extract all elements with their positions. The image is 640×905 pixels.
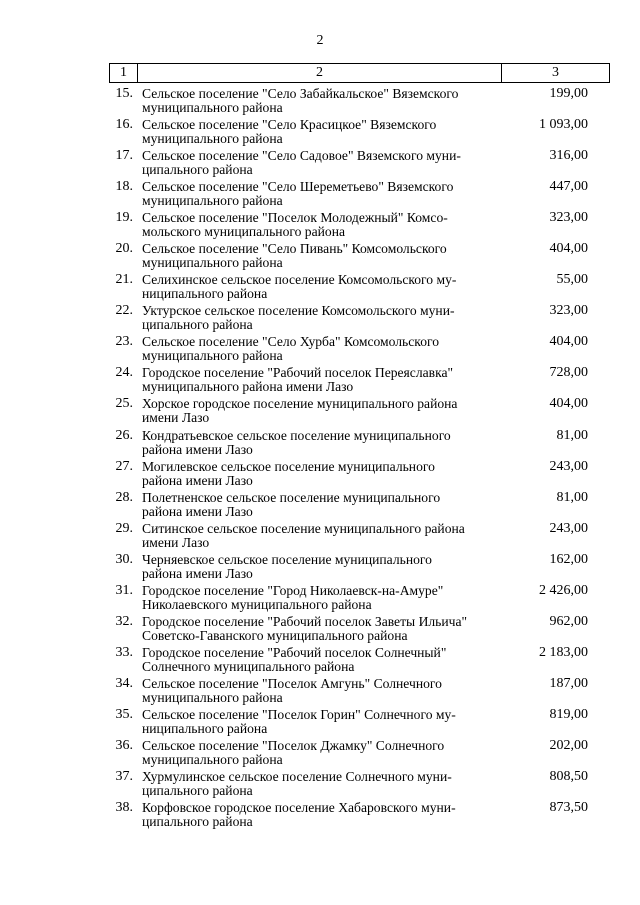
settlement-name-line-2: муниципального района	[142, 348, 283, 364]
settlement-name	[142, 615, 507, 643]
table-row	[109, 553, 610, 584]
table-row	[109, 584, 610, 615]
settlement-name-line-1: Хорское городское поселение муниципального района	[142, 396, 458, 412]
settlement-name-line-1: Городское поселение "Рабочий поселок Заветы Ильича"	[142, 613, 468, 629]
settlement-name-line-1: Корфовское городское поселение Хабаровского муни-	[142, 800, 456, 816]
settlement-name	[142, 335, 507, 363]
amount-value: 81,00	[556, 489, 588, 505]
settlement-name	[142, 522, 507, 550]
table-row	[109, 708, 610, 739]
table-row	[109, 491, 610, 522]
table-row	[109, 366, 610, 397]
settlement-name-line-2: муниципального района	[142, 255, 283, 271]
settlement-name-line-1: Сельское поселение "Село Садовое" Вяземского муни-	[142, 148, 461, 164]
row-number: 24.	[115, 365, 133, 381]
settlement-name	[142, 770, 507, 798]
settlement-name-line-2: муниципального района	[142, 100, 283, 115]
settlement-name-line-1: Сельское поселение "Поселок Амгунь" Солнечного	[142, 675, 442, 691]
settlement-name-line-2: ципального района	[142, 162, 253, 178]
row-number: 26.	[115, 427, 133, 443]
settlement-name-line-1: Уктурское сельское поселение Комсомольского муни-	[142, 303, 455, 319]
table-row	[109, 429, 610, 460]
settlement-name-line-2: Николаевского муниципального района	[142, 596, 372, 612]
settlement-name	[142, 242, 507, 270]
table-row	[109, 118, 610, 149]
row-number: 35.	[115, 706, 133, 722]
settlement-name	[142, 397, 507, 425]
row-number: 31.	[115, 582, 133, 598]
table-row	[109, 677, 610, 708]
amount-value: 962,00	[549, 613, 588, 629]
settlement-name	[142, 180, 507, 208]
header-col-1: 1	[110, 64, 138, 82]
settlement-name	[142, 366, 507, 394]
amount-value: 187,00	[549, 675, 588, 691]
row-number: 16.	[115, 117, 133, 133]
table-row	[109, 770, 610, 801]
row-number: 30.	[115, 551, 133, 567]
amount-value: 2 183,00	[539, 644, 588, 660]
row-number: 18.	[115, 179, 133, 195]
row-number: 17.	[115, 148, 133, 164]
settlement-name-line-2: Солнечного муниципального района	[142, 658, 355, 674]
table-row	[109, 304, 610, 335]
amount-value: 202,00	[549, 737, 588, 753]
amount-value: 243,00	[549, 458, 588, 474]
settlement-name-line-1: Городское поселение "Город Николаевск-на-Амуре"	[142, 582, 444, 598]
table-row	[109, 646, 610, 677]
settlement-name	[142, 584, 507, 612]
page-number: 2	[316, 33, 324, 48]
table-row	[109, 522, 610, 553]
settlement-name	[142, 491, 507, 519]
settlement-name-line-1: Городское поселение "Рабочий поселок Переяславка"	[142, 365, 454, 381]
settlement-name-line-2: ципального района	[142, 317, 253, 333]
settlement-name-line-2: ниципального района	[142, 286, 268, 302]
row-number: 25.	[115, 396, 133, 412]
settlement-name-line-2: муниципального района	[142, 689, 283, 705]
settlement-name	[142, 273, 507, 301]
settlement-name-line-1: Сельское поселение "Село Хурба" Комсомольского	[142, 334, 440, 350]
settlement-name-line-2: имени Лазо	[142, 534, 210, 550]
table-row	[109, 615, 610, 646]
settlement-name-line-1: Городское поселение "Рабочий поселок Солнечный"	[142, 644, 447, 660]
row-number: 29.	[115, 520, 133, 536]
settlement-name	[142, 149, 507, 177]
settlement-name	[142, 460, 507, 488]
settlement-name-line-2: района имени Лазо	[142, 565, 253, 581]
amount-value: 55,00	[556, 272, 588, 288]
settlement-name-line-2: района имени Лазо	[142, 472, 253, 488]
settlement-name-line-2: района имени Лазо	[142, 503, 253, 519]
settlement-name-line-2: муниципального района	[142, 751, 283, 767]
table-row	[109, 180, 610, 211]
amount-value: 873,50	[549, 800, 588, 816]
settlement-name	[142, 429, 507, 457]
row-number: 38.	[115, 800, 133, 816]
header-col-3: 3	[552, 65, 559, 80]
settlement-name-line-1: Сельское поселение "Село Пивань" Комсомольского	[142, 241, 447, 257]
row-number: 28.	[115, 489, 133, 505]
amount-value: 728,00	[549, 365, 588, 381]
settlement-name-line-2: мольского муниципального района	[142, 224, 346, 240]
settlement-name-line-1: Могилевское сельское поселение муниципального	[142, 458, 435, 474]
header-col-2: 2	[138, 64, 502, 82]
settlement-name-line-1: Сельское поселение "Поселок Горин" Солнечного му-	[142, 706, 456, 722]
settlement-name-line-2: ципального района	[142, 814, 253, 830]
settlement-name	[142, 304, 507, 332]
table-row	[109, 211, 610, 242]
amount-value: 808,50	[549, 769, 588, 785]
settlement-name-line-1: Сельское поселение "Село Красицкое" Вяземского	[142, 117, 437, 133]
table-body	[109, 87, 610, 832]
amount-value: 316,00	[549, 148, 588, 164]
settlement-name	[142, 801, 507, 829]
settlement-name-line-1: Сельское поселение "Поселок Джамку" Солнечного	[142, 737, 445, 753]
settlement-name-line-1: Хурмулинское сельское поселение Солнечного муни-	[142, 769, 452, 785]
settlement-name-line-1: Сельское поселение "Поселок Молодежный" Комсо-	[142, 210, 448, 226]
settlement-name	[142, 87, 507, 115]
settlement-name-line-1: Черняевское сельское поселение муниципального	[142, 551, 432, 567]
settlement-name-line-1: Селихинское сельское поселение Комсомольского му-	[142, 272, 457, 288]
row-number: 20.	[115, 241, 133, 257]
table-row	[109, 739, 610, 770]
row-number: 19.	[115, 210, 133, 226]
settlement-name	[142, 708, 507, 736]
settlement-name	[142, 677, 507, 705]
table-row	[109, 149, 610, 180]
table-row	[109, 87, 610, 118]
table-row	[109, 242, 610, 273]
amount-value: 2 426,00	[539, 582, 588, 598]
amount-value: 1 093,00	[539, 117, 588, 133]
amount-value: 81,00	[556, 427, 588, 443]
table-row	[109, 273, 610, 304]
table-row	[109, 801, 610, 832]
row-number: 15.	[115, 86, 133, 101]
row-number: 23.	[115, 334, 133, 350]
table-row	[109, 397, 610, 428]
row-number: 21.	[115, 272, 133, 288]
settlement-name	[142, 211, 507, 239]
amount-value: 404,00	[549, 334, 588, 350]
settlement-name-line-2: Советско-Гаванского муниципального района	[142, 627, 408, 643]
settlement-name-line-2: имени Лазо	[142, 410, 210, 426]
settlement-name-line-2: ципального района	[142, 783, 253, 799]
row-number: 33.	[115, 644, 133, 660]
settlement-name-line-1: Сельское поселение "Село Шереметьево" Вяземского	[142, 179, 454, 195]
settlement-name	[142, 553, 507, 581]
settlement-name-line-1: Сельское поселение "Село Забайкальское" Вяземского	[142, 86, 459, 101]
row-number: 37.	[115, 769, 133, 785]
settlement-name	[142, 739, 507, 767]
amount-value: 199,00	[549, 86, 588, 101]
settlement-name-line-2: муниципального района	[142, 193, 283, 209]
row-number: 32.	[115, 613, 133, 629]
settlement-name-line-1: Ситинское сельское поселение муниципального района	[142, 520, 465, 536]
settlement-name-line-1: Кондратьевское сельское поселение муниципального	[142, 427, 451, 443]
amount-value: 162,00	[549, 551, 588, 567]
table-row	[109, 460, 610, 491]
settlement-name-line-2: района имени Лазо	[142, 441, 253, 457]
settlement-name-line-2: муниципального района имени Лазо	[142, 379, 354, 395]
row-number: 27.	[115, 458, 133, 474]
row-number: 22.	[115, 303, 133, 319]
amount-value: 323,00	[549, 210, 588, 226]
settlement-name-line-1: Полетненское сельское поселение муниципального	[142, 489, 441, 505]
settlement-name	[142, 118, 507, 146]
amount-value: 819,00	[549, 706, 588, 722]
row-number: 34.	[115, 675, 133, 691]
row-number: 36.	[115, 737, 133, 753]
settlement-name-line-2: ниципального района	[142, 720, 268, 736]
amount-value: 404,00	[549, 241, 588, 257]
amount-value: 404,00	[549, 396, 588, 412]
amount-value: 243,00	[549, 520, 588, 536]
table-header	[109, 63, 610, 83]
settlement-name	[142, 646, 507, 674]
amount-value: 447,00	[549, 179, 588, 195]
amount-value: 323,00	[549, 303, 588, 319]
settlement-name-line-2: муниципального района	[142, 131, 283, 147]
table-row	[109, 335, 610, 366]
